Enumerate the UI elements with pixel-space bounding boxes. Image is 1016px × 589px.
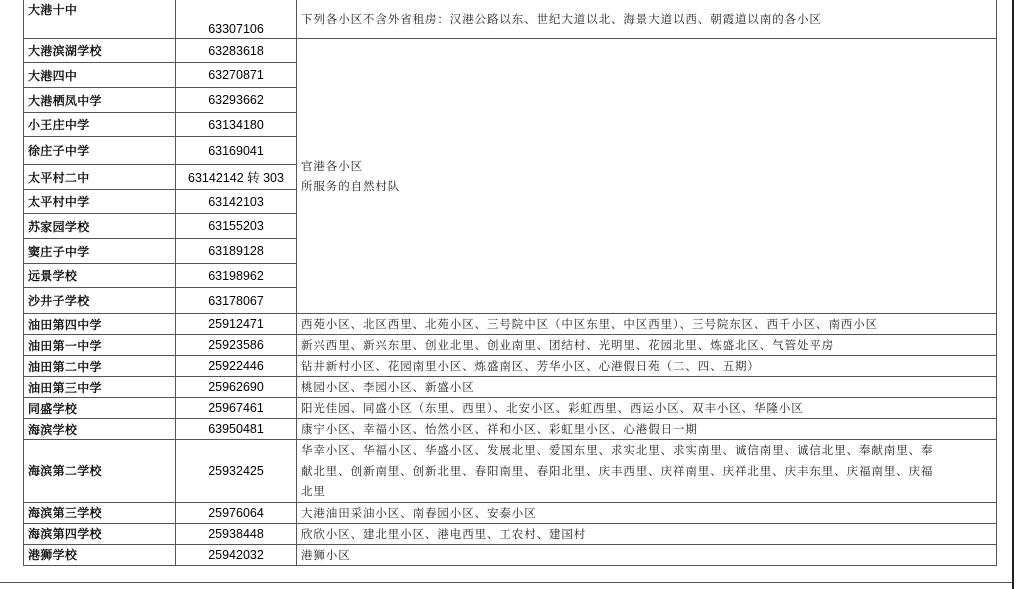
table-row bbox=[24, 544, 997, 565]
phone-number: 63950481 bbox=[176, 419, 297, 440]
phone-number: 25912471 bbox=[176, 314, 297, 335]
service-area: 下列各小区不含外省租房：汉港公路以东、世纪大道以北、海景大道以西、朝霞道以南的各小区 bbox=[297, 0, 997, 39]
phone-number: 25938448 bbox=[176, 523, 297, 544]
school-name: 太平村中学 bbox=[24, 190, 176, 214]
school-name: 油田第一中学 bbox=[24, 335, 176, 356]
school-name: 港狮学校 bbox=[24, 544, 176, 565]
phone-number: 63155203 bbox=[176, 214, 297, 239]
table-row bbox=[24, 419, 997, 440]
service-area: 大港油田采油小区、南春园小区、安泰小区 bbox=[297, 502, 997, 523]
service-area: 钻井新村小区、花园南里小区、炼盛南区、芳华小区、心港假日苑（二、四、五期） bbox=[297, 356, 997, 377]
service-area: 桃园小区、李园小区、新盛小区 bbox=[297, 377, 997, 398]
school-name: 油田第二中学 bbox=[24, 356, 176, 377]
phone-number: 63169041 bbox=[176, 137, 297, 165]
school-name: 油田第四中学 bbox=[24, 314, 176, 335]
table-row bbox=[24, 377, 997, 398]
phone-number: 25932425 bbox=[176, 440, 297, 503]
phone-number: 25967461 bbox=[176, 398, 297, 419]
phone-number: 63189128 bbox=[176, 239, 297, 264]
phone-number: 63283618 bbox=[176, 39, 297, 63]
table-row bbox=[24, 356, 997, 377]
school-name: 同盛学校 bbox=[24, 398, 176, 419]
school-name: 窦庄子中学 bbox=[24, 239, 176, 264]
service-area bbox=[297, 440, 997, 503]
school-name: 海滨第二学校 bbox=[24, 440, 176, 503]
school-name: 海滨学校 bbox=[24, 419, 176, 440]
table-row bbox=[24, 398, 997, 419]
phone-number: 63270871 bbox=[176, 63, 297, 88]
phone-number: 25922446 bbox=[176, 356, 297, 377]
phone-number: 63178067 bbox=[176, 288, 297, 314]
school-name: 远景学校 bbox=[24, 264, 176, 288]
phone-number: 25962690 bbox=[176, 377, 297, 398]
service-area: 西苑小区、北区西里、北苑小区、三号院中区（中区东里、中区西里）、三号院东区、西千小区、南西小区 bbox=[297, 314, 997, 335]
service-area-line: 献北里、创新南里、创新北里、春阳南里、春阳北里、庆丰西里、庆祥南里、庆祥北里、庆丰东里、庆福南里、庆福 bbox=[301, 463, 934, 478]
school-name: 大港栖凤中学 bbox=[24, 88, 176, 113]
phone-number: 63134180 bbox=[176, 113, 297, 137]
service-area: 港狮小区 bbox=[297, 544, 997, 565]
service-area-line: 华幸小区、华福小区、华盛小区、发展北里、爱国东里、求实北里、求实南里、诚信南里、诚信北里、奉献南里、奉 bbox=[301, 443, 934, 457]
service-area: 新兴西里、新兴东里、创业北里、创业南里、团结村、光明里、花园北里、炼盛北区、气管处平房 bbox=[297, 335, 997, 356]
school-name: 徐庄子中学 bbox=[24, 137, 176, 165]
phone-number: 63198962 bbox=[176, 264, 297, 288]
service-area: 阳光佳园、同盛小区（东里、西里）、北安小区、彩虹西里、西运小区、双丰小区、华隆小区 bbox=[297, 398, 997, 419]
service-area-line: 所服务的自然村队 bbox=[301, 179, 401, 193]
table-row bbox=[24, 39, 997, 63]
phone-number: 63293662 bbox=[176, 88, 297, 113]
service-area-line: 官港各小区 bbox=[301, 159, 363, 173]
service-area-merged bbox=[297, 39, 997, 314]
school-name: 海滨第四学校 bbox=[24, 523, 176, 544]
phone-number: 63142142 转 303 bbox=[176, 165, 297, 190]
page-right-border bbox=[1012, 0, 1014, 589]
phone-number: 63307106 bbox=[176, 0, 297, 39]
school-name: 海滨第三学校 bbox=[24, 502, 176, 523]
school-name: 太平村二中 bbox=[24, 165, 176, 190]
table-row bbox=[24, 440, 997, 503]
table-row bbox=[24, 502, 997, 523]
school-name: 油田第三中学 bbox=[24, 377, 176, 398]
school-name: 沙井子学校 bbox=[24, 288, 176, 314]
phone-number: 25976064 bbox=[176, 502, 297, 523]
school-name: 大港滨湖学校 bbox=[24, 39, 176, 63]
page-bottom-border bbox=[0, 582, 1012, 583]
service-area: 欣欣小区、建北里小区、港电西里、工农村、建国村 bbox=[297, 523, 997, 544]
school-district-table bbox=[23, 0, 997, 566]
school-name: 小王庄中学 bbox=[24, 113, 176, 137]
table-row bbox=[24, 523, 997, 544]
phone-number: 25942032 bbox=[176, 544, 297, 565]
table-row bbox=[24, 335, 997, 356]
phone-number: 25923586 bbox=[176, 335, 297, 356]
service-area-line: 北里 bbox=[301, 484, 326, 498]
table-row bbox=[24, 0, 997, 39]
phone-number: 63142103 bbox=[176, 190, 297, 214]
school-name: 苏家园学校 bbox=[24, 214, 176, 239]
service-area: 康宁小区、幸福小区、怡然小区、祥和小区、彩虹里小区、心港假日一期 bbox=[297, 419, 997, 440]
table-row bbox=[24, 314, 997, 335]
school-name: 大港四中 bbox=[24, 63, 176, 88]
school-name: 大港十中 bbox=[24, 0, 176, 39]
